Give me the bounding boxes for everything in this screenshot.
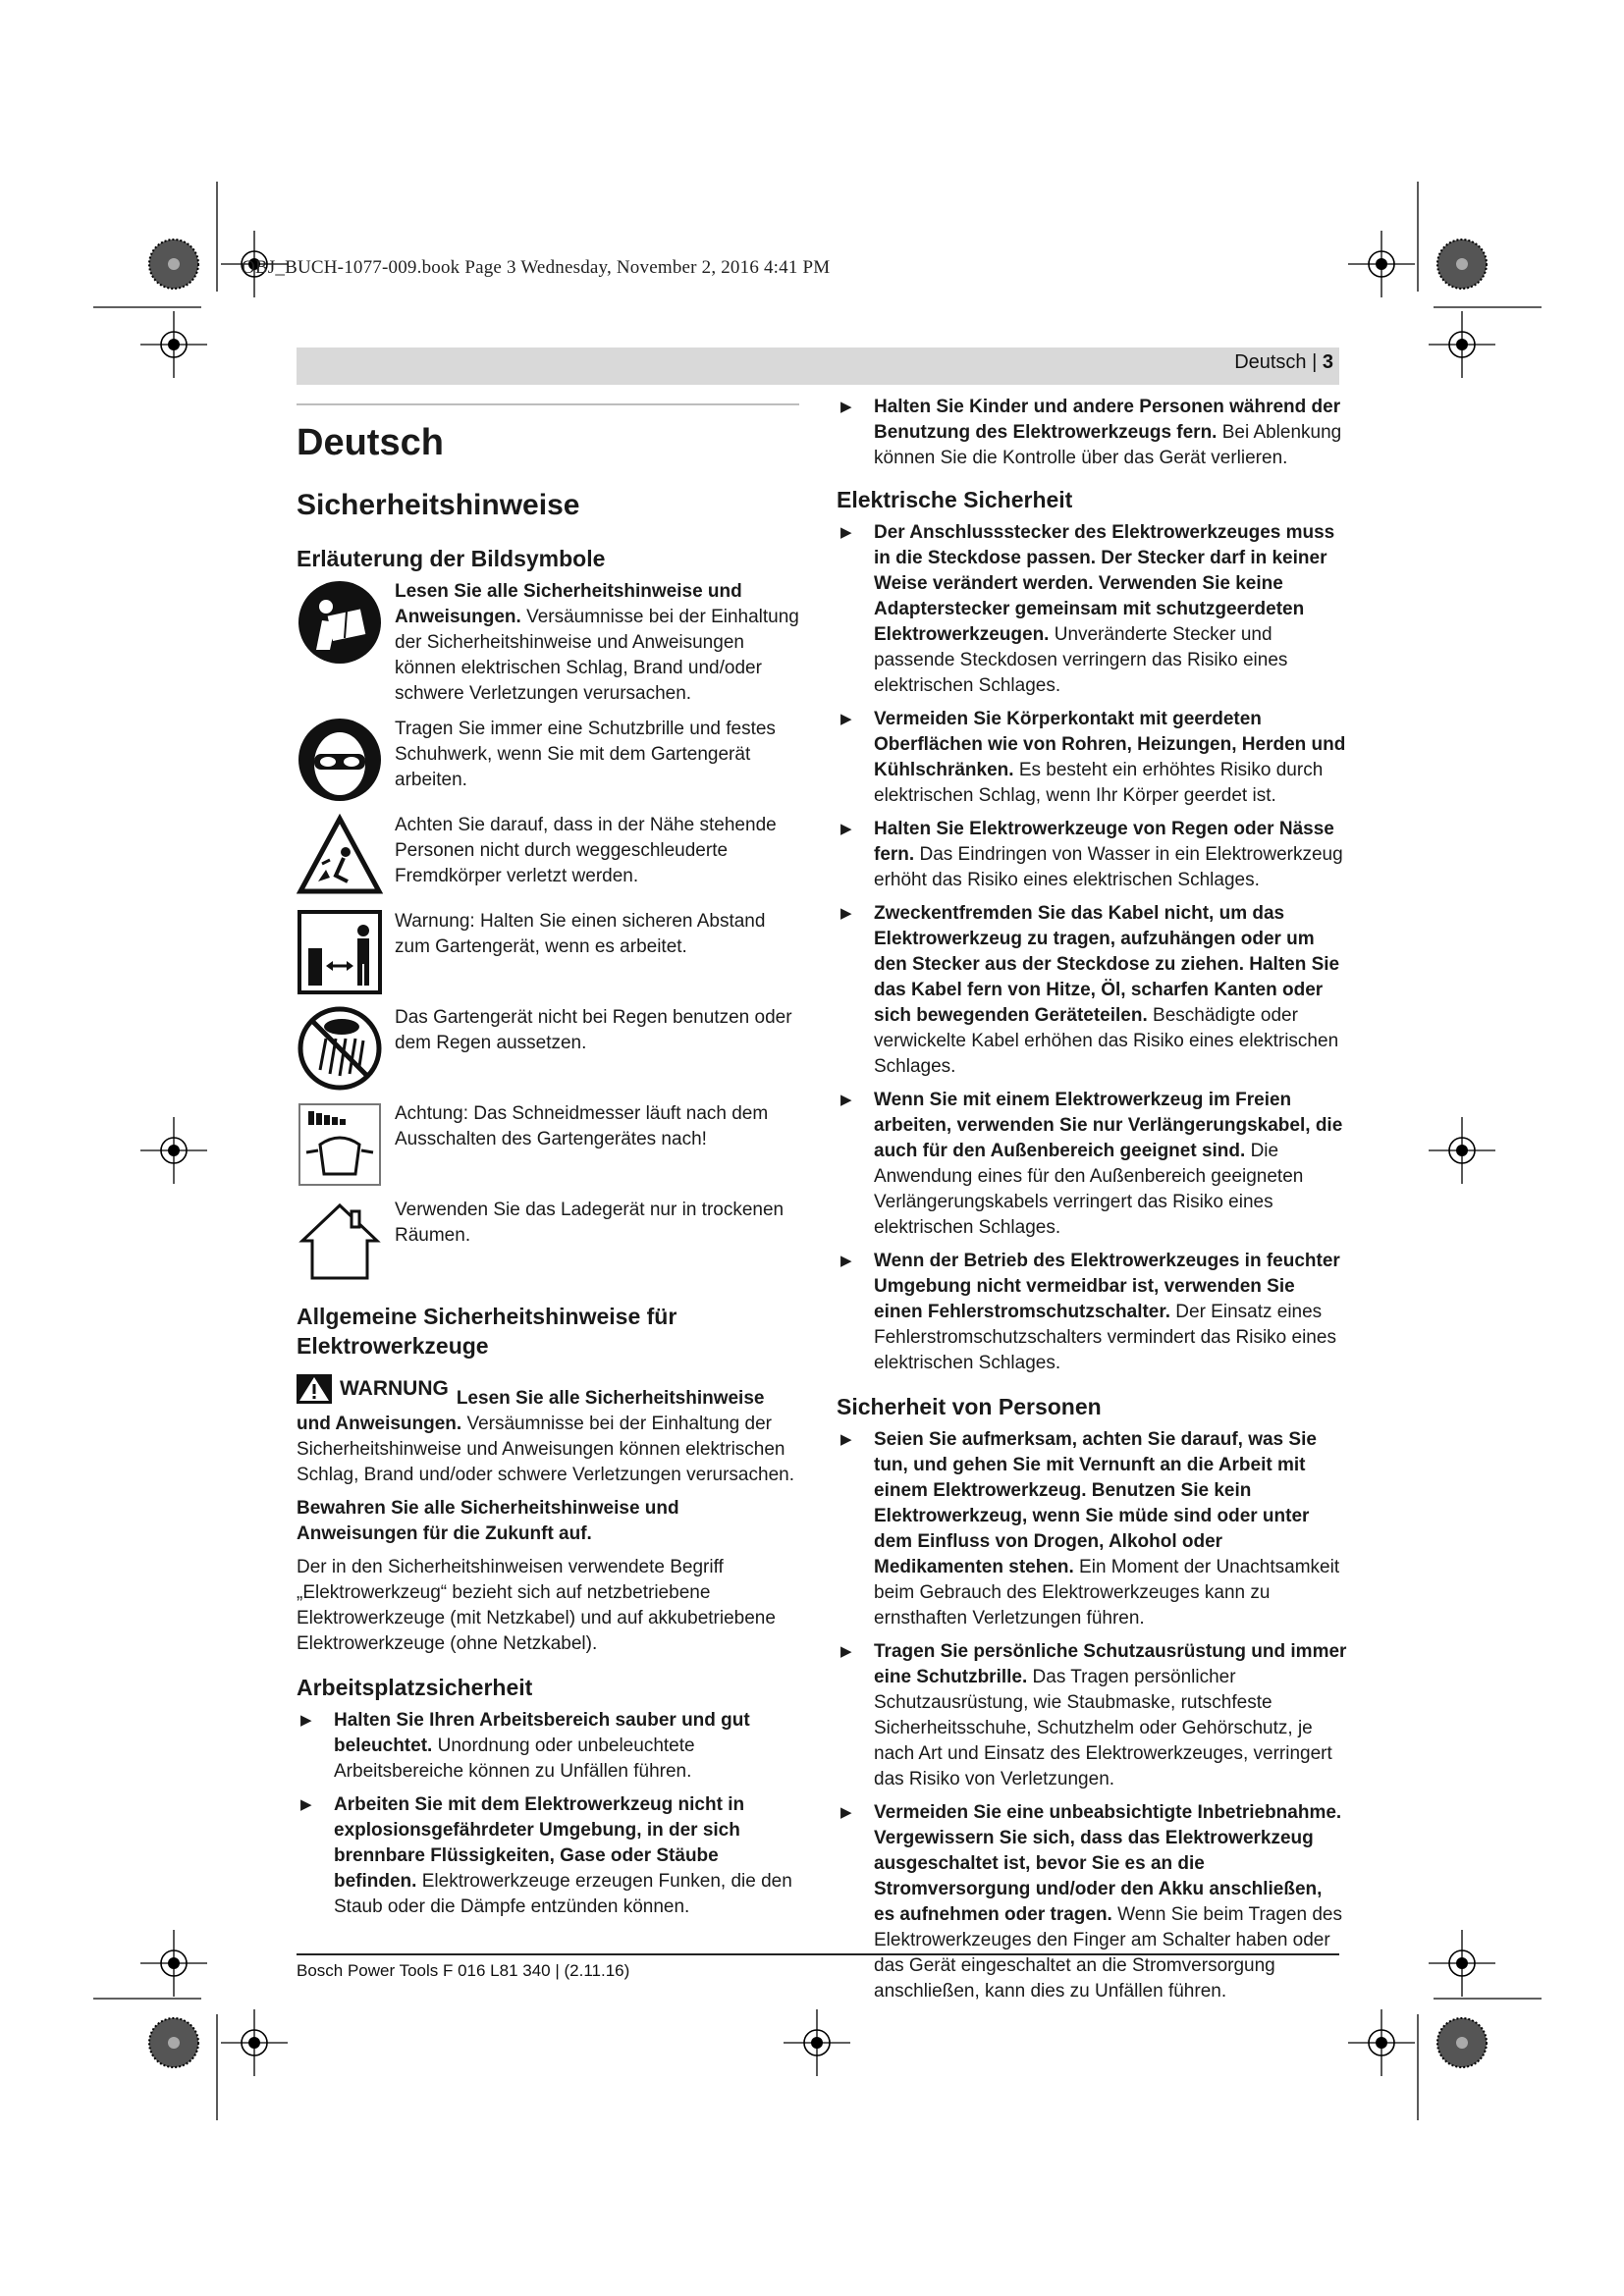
bullet-arrow-icon: ▶ [840,905,852,922]
keep-instructions: Bewahren Sie alle Sicherheitshinweise und Anweisungen für die Zukunft auf. [297,1498,679,1544]
no-rain-icon [297,1005,383,1092]
electrical-title: Elektrische Sicherheit [837,487,1073,512]
warning-text: Versäumnisse bei der Einhaltung der Sicherheitshinweise und Anweisungen können elektrischen Schlag, Brand und/oder schwere Verletzungen verursachen. [297,1414,794,1485]
general-safety-title: Allgemeine Sicherheitshinweise für Elektrowerkzeuge [297,1304,677,1359]
symbol-row-no-rain [297,1005,799,1092]
footer-rule [297,1953,1339,1955]
symbol-text: Verwenden Sie das Ladegerät nur in trockenen Räumen. [395,1200,785,1246]
symbol-row-indoor [297,1198,799,1284]
symbols-title: Erläuterung der Bildsymbole [297,546,606,571]
symbol-text: Achten Sie darauf, dass in der Nähe stehende Personen nicht durch weggeschleuderte Fremdkörper verletzt werden. [395,815,777,886]
bullet-arrow-icon: ▶ [840,399,852,415]
bullet-arrow-icon: ▶ [840,1092,852,1108]
bullet-arrow-icon: ▶ [840,524,852,541]
list-item: ▶ Vermeiden Sie Körperkontakt mit geerdeten Oberflächen wie von Rohren, Heizungen, Herden und Kühlschränken. Es besteht ein erhöhtes Risiko durch elektrischen Schlag, wenn Ihr Körper geerdet ist. [837,707,1347,809]
symbol-row-goggles [297,717,799,803]
flying-debris-warning-icon [297,813,383,899]
symbol-text: Lesen Sie alle Sicherheitshinweise und Anweisungen. Versäumnisse bei der Einhaltung der Sicherheitshinweise und Anweisungen können elektrischen Schlag, Brand und/oder schwere Verletzungen verursachen. [395,581,799,704]
running-header [1234,351,1333,374]
bullet-arrow-icon: ▶ [300,1712,312,1729]
symbol-row-debris [297,813,799,899]
right-column [837,395,1347,2012]
left-column [297,404,799,1928]
warning-triangle-icon [297,1374,332,1404]
header-sep: | [1306,351,1323,373]
symbol-text: Tragen Sie immer eine Schutzbrille und festes Schuhwerk, wenn Sie mit dem Gartengerät arbeiten. [395,719,776,790]
warning-bold: Lesen Sie alle Sicherheitshinweise und Anweisungen. [297,1388,765,1434]
warning-label: WARNUNG [297,1374,449,1404]
list-item: ▶ Halten Sie Ihren Arbeitsbereich sauber und gut beleuchtet. Unordnung oder unbeleuchtete Arbeitsbereiche können zu Unfällen führen. [297,1708,799,1785]
bullet-arrow-icon: ▶ [840,1253,852,1269]
safety-title: Sicherheitshinweise [297,489,580,521]
header-band [297,347,1339,385]
list-item: ▶ Halten Sie Elektrowerkzeuge von Regen oder Nässe fern. Das Eindringen von Wasser in ein Elektrowerkzeug erhöht das Risiko eines elektrischen Schlages. [837,817,1347,893]
indoor-only-icon [297,1198,383,1284]
bullet-arrow-icon: ▶ [840,1431,852,1448]
list-item: ▶ Halten Sie Kinder und andere Personen während der Benutzung des Elektrowerkzeugs fern. Bei Ablenkung können Sie die Kontrolle über das Gerät verlieren. [837,395,1347,471]
list-item: ▶ Wenn Sie mit einem Elektrowerkzeug im Freien arbeiten, verwenden Sie nur Verlängerungskabel, die auch für den Außenbereich geeignet sind. Die Anwendung eines für den Außenbereich geeigneten Verlängerungskabels verringert das Risiko eines elektrischen Schlages. [837,1088,1347,1241]
bullet-arrow-icon: ▶ [840,1643,852,1660]
bullet-arrow-icon: ▶ [840,1804,852,1821]
bullet-arrow-icon: ▶ [840,711,852,727]
workplace-title: Arbeitsplatzsicherheit [297,1675,533,1700]
symbol-row-blade [297,1101,799,1188]
list-item: ▶ Der Anschlussstecker des Elektrowerkzeuges muss in die Steckdose passen. Der Stecker darf in keiner Weise verändert werden. Verwenden Sie keine Adapterstecker gemeinsam mit schutzgeerdeten Elektrowerkzeugen. Unveränderte Stecker und passende Steckdosen verringern das Risiko eines elektrischen Schlages. [837,520,1347,699]
footer: Bosch Power Tools F 016 L81 340 | (2.11.16) [297,1961,630,1980]
page-title: Deutsch [297,422,444,463]
persons-title: Sicherheit von Personen [837,1394,1102,1419]
header-section: Deutsch [1234,351,1307,373]
bullet-arrow-icon: ▶ [300,1796,312,1813]
list-item: ▶ Wenn der Betrieb des Elektrowerkzeuges in feuchter Umgebung nicht vermeidbar ist, verwenden Sie einen Fehlerstromschutzschalter. Der Einsatz eines Fehlerstromschutzschalters vermindert das Risiko eines elektrischen Schlages. [837,1249,1347,1376]
read-manual-icon [297,579,383,666]
bullet-arrow-icon: ▶ [840,821,852,837]
symbol-text: Achtung: Das Schneidmesser läuft nach dem Ausschalten des Gartengerätes nach! [395,1103,769,1149]
symbol-row-distance [297,909,799,995]
safe-distance-icon [297,909,383,995]
list-item: ▶ Vermeiden Sie eine unbeabsichtigte Inbetriebnahme. Vergewissern Sie sich, dass das Elektrowerkzeug ausgeschaltet ist, bevor Sie es an die Stromversorgung und/oder den Akku anschließen, es aufnehmen oder tragen. Wenn Sie beim Tragen des Elektrowerkzeuges den Finger am Schalter haben oder das Gerät eingeschaltet an die Stromversorgung anschließen, kann dies zu Unfällen führen. [837,1800,1347,2004]
list-item: ▶ Tragen Sie persönliche Schutzausrüstung und immer eine Schutzbrille. Das Tragen persönlicher Schutzausrüstung, wie Staubmaske, rutschfeste Sicherheitsschuhe, Schutzhelm oder Gehörschutz, je nach Art und Einsatz des Elektrowerkzeuges, verringert das Risiko von Verletzungen. [837,1639,1347,1792]
list-item: ▶ Seien Sie aufmerksam, achten Sie darauf, was Sie tun, und gehen Sie mit Vernunft an die Arbeit mit einem Elektrowerkzeug. Benutzen Sie kein Elektrowerkzeug, wenn Sie müde sind oder unter dem Einfluss von Drogen, Alkohol oder Medikamenten stehen. Ein Moment der Unachtsamkeit beim Gebrauch des Elektrowerkzeuges kann zu ernsthaften Verletzungen führen. [837,1427,1347,1631]
list-item: ▶ Arbeiten Sie mit dem Elektrowerkzeug nicht in explosionsgefährdeter Umgebung, in der sich brennbare Flüssigkeiten, Gase oder Stäube befinden. Elektrowerkzeuge erzeugen Funken, die den Staub oder die Dämpfe entzünden können. [297,1792,799,1920]
symbol-text: Warnung: Halten Sie einen sicheren Abstand zum Gartengerät, wenn es arbeitet. [395,911,766,957]
book-info-line: OBJ_BUCH-1077-009.book Page 3 Wednesday, November 2, 2016 4:41 PM [242,257,831,278]
blade-runs-on-icon [297,1101,383,1188]
symbol-row-read-manual [297,579,799,707]
page-number: 3 [1322,351,1333,373]
list-item: ▶ Zweckentfremden Sie das Kabel nicht, um das Elektrowerkzeug zu tragen, aufzuhängen oder um den Stecker aus der Steckdose zu ziehen. Halten Sie das Kabel fern von Hitze, Öl, scharfen Kanten oder sich bewegenden Geräteteilen. Beschädigte oder verwickelte Kabel erhöhen das Risiko eines elektrischen Schlages. [837,901,1347,1080]
term-definition: Der in den Sicherheitshinweisen verwendete Begriff „Elektrowerkzeug“ bezieht sich auf netzbetriebene Elektrowerkzeuge (mit Netzkabel) und auf akkubetriebene Elektrowerkzeuge (ohne Netzkabel). [297,1557,776,1654]
warning-paragraph [297,1374,799,1488]
symbol-text: Das Gartengerät nicht bei Regen benutzen oder dem Regen aussetzen. [395,1007,792,1053]
safety-goggles-icon [297,717,383,803]
